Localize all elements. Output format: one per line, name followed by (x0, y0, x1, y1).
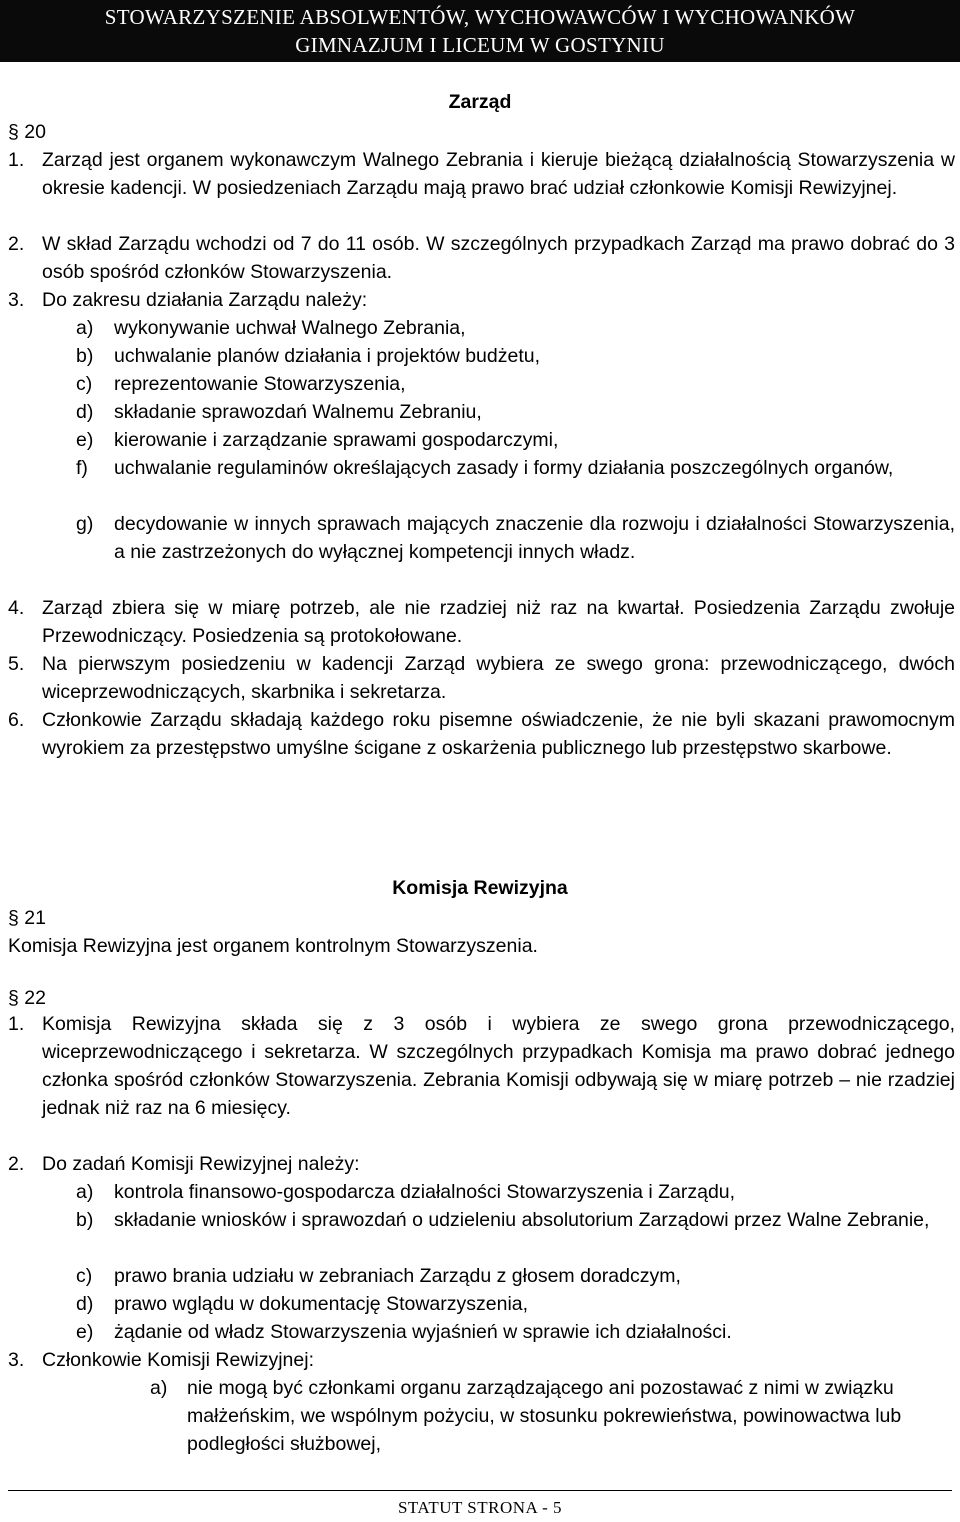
sub-item-text: kierowanie i zarządzanie sprawami gospodarczymi, (114, 429, 559, 451)
list-item (8, 146, 955, 202)
list-item (8, 650, 955, 706)
paragraph-21-text: Komisja Rewizyjna jest organem kontrolnym Stowarzyszenia. (8, 935, 538, 957)
sub-list-item (76, 1318, 955, 1346)
list-item (8, 1150, 955, 1178)
list-item (8, 230, 955, 286)
sub-item-text: uchwalanie planów działania i projektów budżetu, (114, 345, 541, 367)
item-text: Komisja Rewizyjna składa się z 3 osób i wybiera ze swego grona przewodniczącego, wiceprzewodniczącego i sekretarza. W szczególnych przypadkach Komisja ma prawo dobrać jednego członka spośród członków Stowarzyszenia. Zebrania Komisji odbywają się w miarę potrzeb – nie rzadziej jednak niż raz na 6 miesięcy. (42, 1013, 955, 1119)
list-item (8, 706, 955, 762)
member-item-text: nie mogą być członkami organu zarządzającego ani pozostawać z nimi w związku małżeńskim, we wspólnym pożyciu, w stosunku pokrewieństwa, powinowactwa lub podległości służbowej, (187, 1377, 902, 1455)
sub-list-item (76, 454, 955, 482)
list-item (8, 594, 955, 650)
sub-item-label: d) (76, 401, 94, 423)
sub-item-text: składanie wniosków i sprawozdań o udzieleniu absolutorium Zarządowi przez Walne Zebranie, (114, 1209, 930, 1231)
item-text: Do zakresu działania Zarządu należy: (42, 289, 368, 311)
sub-item-label: b) (76, 345, 94, 367)
sub-item-text: reprezentowanie Stowarzyszenia, (114, 373, 406, 395)
sub-item-label: e) (76, 1321, 94, 1343)
item-number: 2. (8, 1153, 25, 1175)
sub-item-label: e) (76, 429, 94, 451)
sub-list-item (76, 1206, 955, 1234)
member-condition-item (150, 1374, 955, 1458)
item-number: 1. (8, 149, 25, 171)
sub-list-item (76, 314, 955, 342)
sub-list-item (76, 1178, 955, 1206)
member-item-label: a) (150, 1377, 168, 1399)
paragraph-20: § 20 (8, 121, 46, 143)
sub-item-label: b) (76, 1209, 94, 1231)
sub-list-item (76, 426, 955, 454)
sub-item-text: decydowanie w innych sprawach mających znaczenie dla rozwoju i działalności Stowarzyszenia, a nie zastrzeżonych do wyłącznej kompetencji innych władz. (114, 513, 955, 563)
item-number: 1. (8, 1013, 25, 1035)
list-item (8, 1346, 955, 1374)
footer-divider (8, 1490, 952, 1491)
item-number: 5. (8, 653, 25, 675)
sub-list-item (76, 1262, 955, 1290)
item-text: Na pierwszym posiedzeniu w kadencji Zarząd wybiera ze swego grona: przewodniczącego, dwóch wiceprzewodniczących, skarbnika i sekretarza. (42, 653, 955, 703)
item-number: 2. (8, 233, 25, 255)
section-title-zarzad: Zarząd (448, 91, 512, 113)
sub-item-label: c) (76, 1265, 93, 1287)
item-text: Członkowie Zarządu składają każdego roku pisemne oświadczenie, że nie byli skazani prawomocnym wyrokiem za przestępstwo umyślne ścigane z oskarżenia publicznego lub przestępstwo skarbowe. (42, 709, 955, 759)
item-text: Do zadań Komisji Rewizyjnej należy: (42, 1153, 360, 1175)
sub-list-item (76, 510, 955, 566)
sub-item-text: uchwalanie regulaminów określających zasady i formy działania poszczególnych organów, (114, 457, 894, 479)
paragraph-21: § 21 (8, 907, 46, 929)
sub-item-label: d) (76, 1293, 94, 1315)
page-footer: STATUT STRONA - 5 (397, 1498, 563, 1517)
document-header (0, 0, 960, 62)
sub-list-item (76, 370, 955, 398)
sub-item-text: kontrola finansowo-gospodarcza działalności Stowarzyszenia i Zarządu, (114, 1181, 736, 1203)
section-title-komisja: Komisja Rewizyjna (392, 877, 568, 899)
item-text: W skład Zarządu wchodzi od 7 do 11 osób. W szczególnych przypadkach Zarząd ma prawo dobrać do 3 osób spośród członków Stowarzyszenia. (42, 233, 955, 283)
sub-list-item (76, 342, 955, 370)
item-text: Zarząd zbiera się w miarę potrzeb, ale nie rzadziej niż raz na kwartał. Posiedzenia Zarządu zwołuje Przewodniczący. Posiedzenia są protokołowane. (42, 597, 955, 647)
item-number: 4. (8, 597, 25, 619)
sub-item-label: a) (76, 317, 94, 339)
sub-list-item (76, 1290, 955, 1318)
header-line-1: STOWARZYSZENIE ABSOLWENTÓW, WYCHOWAWCÓW I WYCHOWANKÓW (104, 5, 856, 29)
sub-item-label: a) (76, 1181, 94, 1203)
item-text: Członkowie Komisji Rewizyjnej: (42, 1349, 315, 1371)
sub-item-text: prawo wglądu w dokumentację Stowarzyszenia, (114, 1293, 529, 1315)
item-number: 3. (8, 289, 25, 311)
header-line-2: GIMNAZJUM I LICEUM W GOSTYNIU (295, 33, 665, 57)
sub-list-item (76, 398, 955, 426)
paragraph-22: § 22 (8, 987, 46, 1009)
item-number: 6. (8, 709, 25, 731)
sub-item-text: prawo brania udziału w zebraniach Zarządu z głosem doradczym, (114, 1265, 681, 1287)
sub-item-label: c) (76, 373, 93, 395)
list-item (8, 286, 955, 314)
list-item (8, 1010, 955, 1122)
sub-item-text: wykonywanie uchwał Walnego Zebrania, (114, 317, 466, 339)
sub-item-label: g) (76, 513, 94, 535)
sub-item-text: składanie sprawozdań Walnemu Zebraniu, (114, 401, 482, 423)
sub-item-label: f) (76, 457, 88, 479)
item-text: Zarząd jest organem wykonawczym Walnego Zebrania i kieruje bieżącą działalnością Stowarzyszenia w okresie kadencji. W posiedzeniach Zarządu mają prawo brać udział członkowie Komisji Rewizyjnej. (42, 149, 955, 199)
item-number: 3. (8, 1349, 25, 1371)
sub-item-text: żądanie od władz Stowarzyszenia wyjaśnień w sprawie ich działalności. (114, 1321, 732, 1343)
